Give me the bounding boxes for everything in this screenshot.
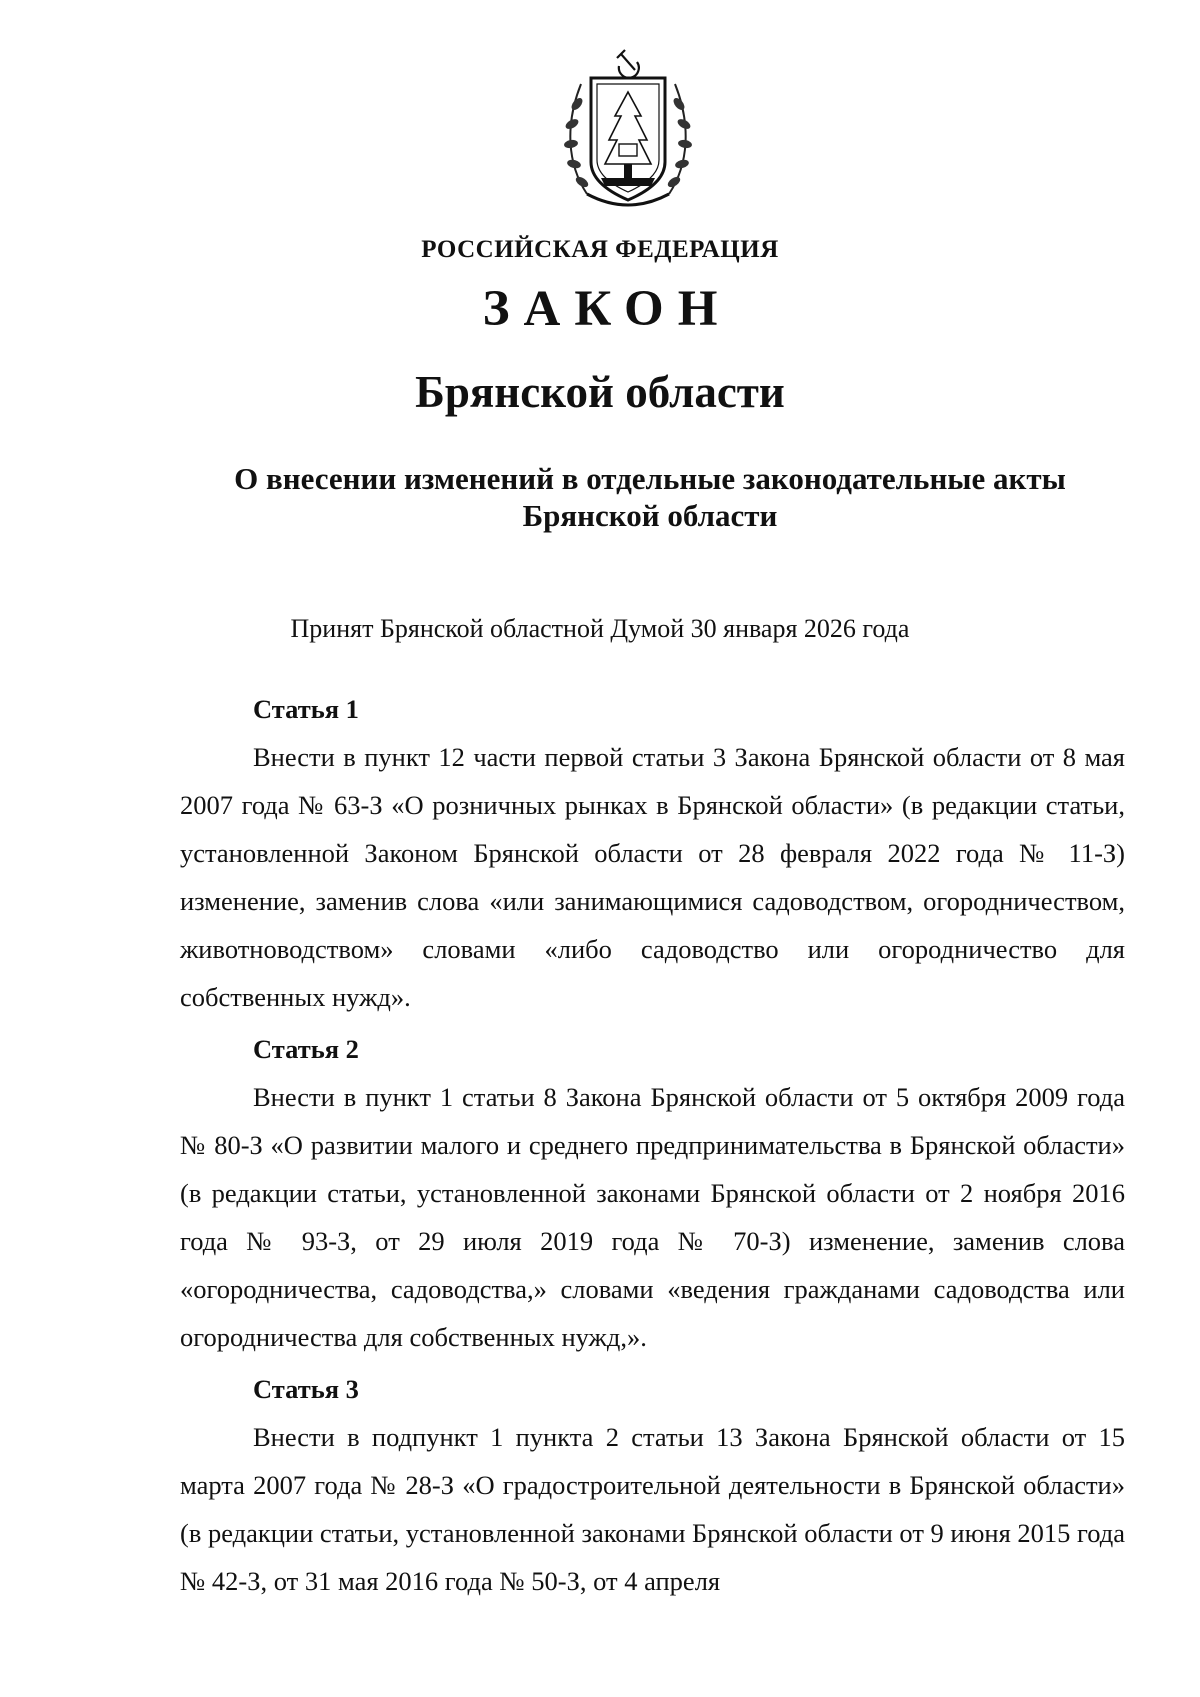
- adoption-line: Принят Брянской областной Думой 30 января 2026 года: [290, 614, 910, 643]
- article-text: Внести в подпункт 1 пункта 2 статьи 13 Закона Брянской области от 15 марта 2007 года № 28-З «О градостроительной деятельности в Брянской области» (в редакции статьи, установленной законами Брянской области от 9 июня 2015 года № 42-З, от 31 мая 2016 года № 50-З, от 4 апреля: [180, 1422, 1125, 1596]
- article-heading: Статья 1: [253, 694, 359, 724]
- country-heading: РОССИЙСКАЯ ФЕДЕРАЦИЯ: [421, 236, 779, 263]
- article: [180, 685, 1125, 1021]
- coat-of-arms-icon: [557, 44, 699, 212]
- article-text: Внести в пункт 12 части первой статьи 3 Закона Брянской области от 8 мая 2007 года № 63-З «О розничных рынках в Брянской области» (в редакции статьи, установленной Законом Брянской области от 28 февраля 2022 года № 11-З) изменение, заменив слова «или занимающимися садоводством, огородничеством, животноводством» словами «либо садоводство или огородничество для собственных нужд».: [180, 742, 1125, 1012]
- article: [180, 1365, 1125, 1605]
- article-heading: Статья 2: [253, 1034, 359, 1064]
- article-text: Внести в пункт 1 статьи 8 Закона Брянской области от 5 октября 2009 года № 80-З «О развитии малого и среднего предпринимательства в Брянской области» (в редакции статьи, установленной законами Брянской области от 2 ноября 2016 года № 93-З, от 29 июля 2019 года № 70-З) изменение, заменив слова «огородничества, садоводства,» словами «ведения гражданами садоводства или огородничества для собственных нужд,».: [180, 1082, 1125, 1352]
- article: [180, 1025, 1125, 1361]
- article-heading: Статья 3: [253, 1374, 359, 1404]
- document-body: [180, 685, 1125, 1609]
- document-type-heading: ЗАКОН: [482, 281, 732, 337]
- region-heading: Брянской области: [415, 367, 785, 417]
- law-title: О внесении изменений в отдельные законодательные акты Брянской области: [234, 461, 1066, 533]
